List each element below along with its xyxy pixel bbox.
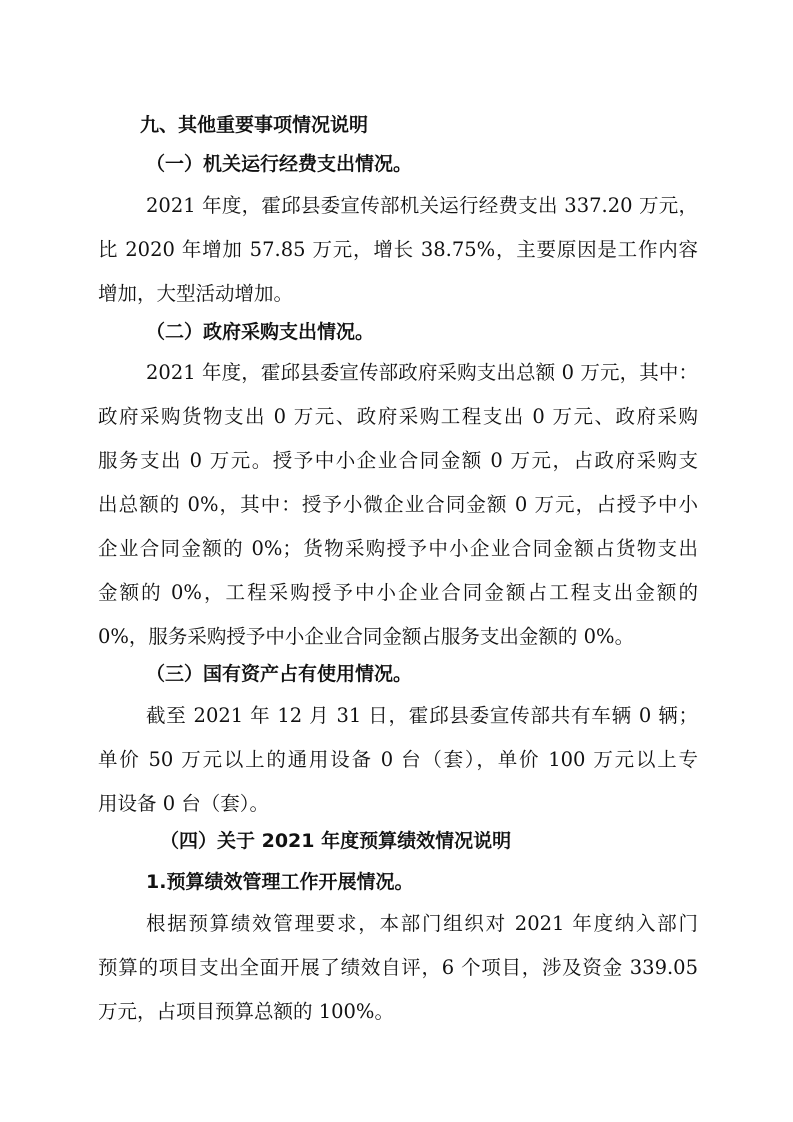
paragraph-line: 0%，服务采购授予中小企业合同金额占服务支出金额的 0%。 bbox=[98, 625, 635, 648]
item-heading-1: 1.预算绩效管理工作开展情况。 bbox=[146, 871, 414, 893]
paragraph-line: 预算的项目支出全面开展了绩效自评，6 个项目，涉及资金 339.05 bbox=[98, 956, 698, 979]
paragraph-line: 用设备 0 台（套）。 bbox=[98, 792, 270, 815]
section-title: 九、其他重要事项情况说明 bbox=[140, 114, 369, 136]
paragraph-line: 比 2020 年增加 57.85 万元，增长 38.75%，主要原因是工作内容 bbox=[98, 238, 698, 261]
paragraph-line: 出总额的 0%，其中：授予小微企业合同金额 0 万元，占授予中小 bbox=[98, 493, 698, 516]
paragraph-line: 2021 年度，霍邱县委宣传部机关运行经费支出 337.20 万元， bbox=[146, 194, 698, 217]
paragraph-line: 截至 2021 年 12 月 31 日，霍邱县委宣传部共有车辆 0 辆； bbox=[146, 704, 698, 727]
paragraph-line: 增加，大型活动增加。 bbox=[98, 282, 294, 305]
paragraph-line: 政府采购货物支出 0 万元、政府采购工程支出 0 万元、政府采购 bbox=[98, 405, 698, 428]
paragraph-line: 企业合同金额的 0%；货物采购授予中小企业合同金额占货物支出 bbox=[98, 537, 698, 560]
paragraph-line: 万元，占项目预算总额的 100%。 bbox=[98, 1000, 394, 1023]
subsection-heading-4: （四）关于 2021 年度预算绩效情况说明 bbox=[160, 830, 512, 852]
paragraph-line: 金额的 0%，工程采购授予中小企业合同金额占工程支出金额的 bbox=[98, 581, 698, 604]
paragraph-line: 根据预算绩效管理要求，本部门组织对 2021 年度纳入部门 bbox=[146, 912, 698, 935]
subsection-heading-3: （三）国有资产占有使用情况。 bbox=[146, 663, 413, 685]
subsection-heading-2: （二）政府采购支出情况。 bbox=[146, 321, 375, 343]
paragraph-line: 单价 50 万元以上的通用设备 0 台（套），单价 100 万元以上专 bbox=[98, 748, 698, 771]
subsection-heading-1: （一）机关运行经费支出情况。 bbox=[146, 153, 413, 175]
paragraph-line: 服务支出 0 万元。授予中小企业合同金额 0 万元，占政府采购支 bbox=[98, 449, 698, 472]
paragraph-line: 2021 年度，霍邱县委宣传部政府采购支出总额 0 万元，其中： bbox=[146, 361, 698, 384]
